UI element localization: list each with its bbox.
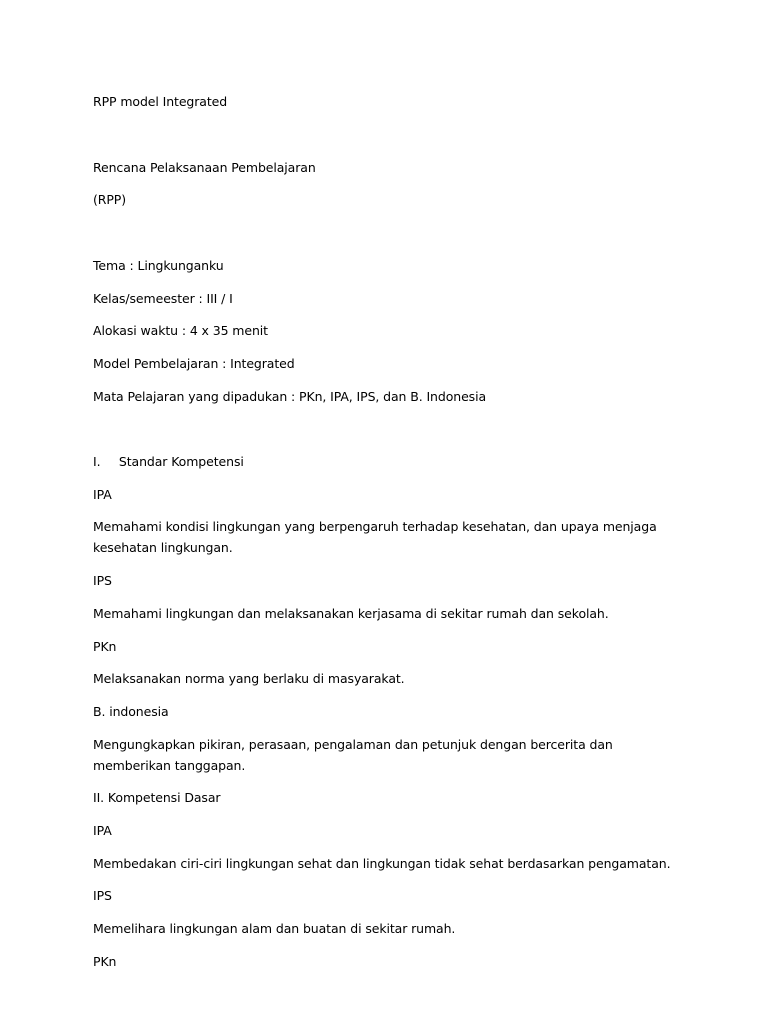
section1-pkn-text: Melaksanakan norma yang berlaku di masyarakat.: [93, 671, 405, 686]
identity-kelas: Kelas/semeester : III / I: [93, 291, 233, 306]
section1-number: I.: [93, 454, 101, 469]
identity-mapel: Mata Pelajaran yang dipadukan : PKn, IPA, IPS, dan B. Indonesia: [93, 389, 487, 404]
identity-model: Model Pembelajaran : Integrated: [93, 356, 295, 371]
section2-heading: II. Kompetensi Dasar: [93, 790, 221, 805]
section1-heading: [93, 451, 244, 472]
section2-ips-label: IPS: [93, 888, 112, 903]
section1-ips-label: IPS: [93, 573, 112, 588]
section2-pkn-label: PKn: [93, 954, 117, 969]
document-title: RPP model Integrated: [93, 94, 228, 109]
section2-ipa-text: Membedakan ciri-ciri lingkungan sehat dan lingkungan tidak sehat berdasarkan pengamatan.: [93, 856, 671, 871]
document-heading-abbr: (RPP): [93, 192, 127, 207]
section2-ips-text: Memelihara lingkungan alam dan buatan di sekitar rumah.: [93, 921, 456, 936]
section1-bind-text: Mengungkapkan pikiran, perasaan, pengalaman dan petunjuk dengan bercerita dan memberikan tanggapan.: [93, 737, 613, 773]
section1-ipa-label: IPA: [93, 487, 112, 502]
section1-title: Standar Kompetensi: [118, 454, 244, 469]
section1-pkn-label: PKn: [93, 639, 117, 654]
section1-bind-label: B. indonesia: [93, 704, 169, 719]
identity-tema: Tema : Lingkunganku: [93, 258, 224, 273]
document-heading: Rencana Pelaksanaan Pembelajaran: [93, 160, 316, 175]
section1-ipa-text: Memahami kondisi lingkungan yang berpengaruh terhadap kesehatan, dan upaya menjaga kesehatan lingkungan.: [93, 519, 657, 555]
section1-ips-text: Memahami lingkungan dan melaksanakan kerjasama di sekitar rumah dan sekolah.: [93, 606, 609, 621]
section2-ipa-label: IPA: [93, 823, 112, 838]
identity-alokasi: Alokasi waktu : 4 x 35 menit: [93, 323, 268, 338]
